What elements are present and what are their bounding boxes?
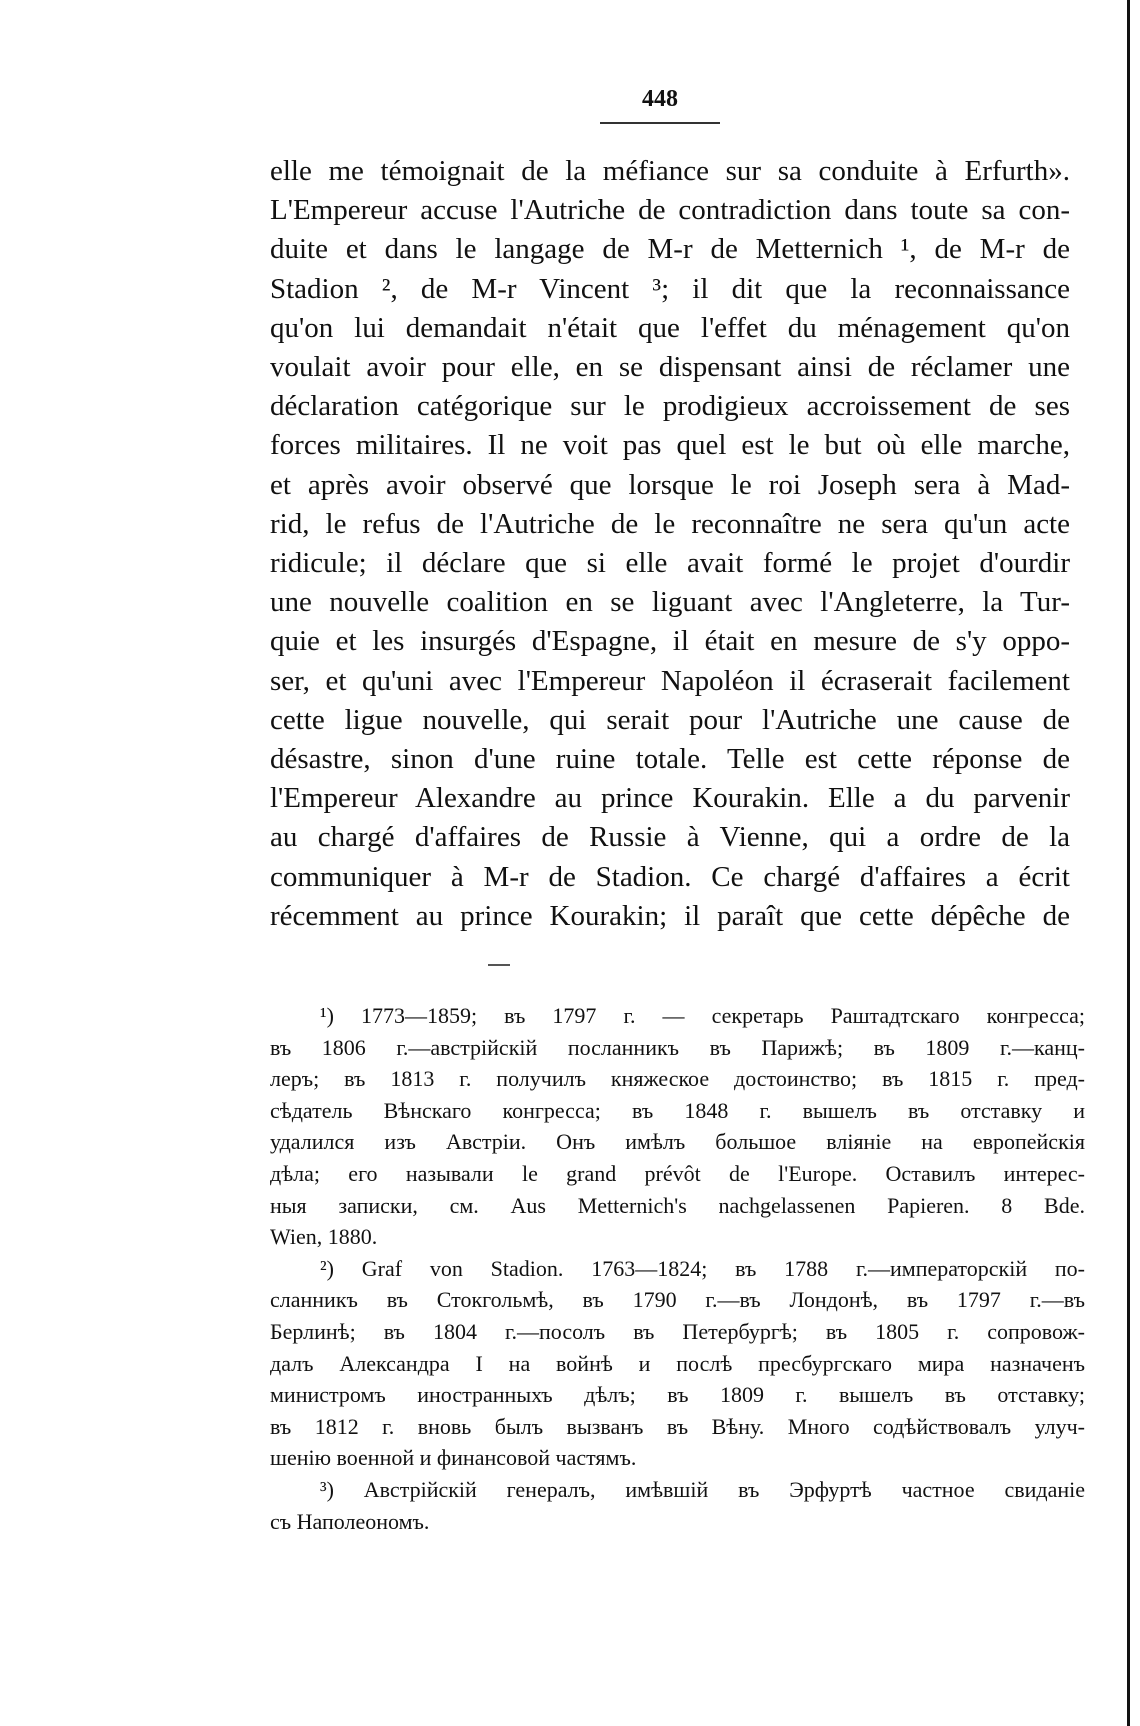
text-line: elle me témoignait de la méfiance sur sa conduite à Erfurth». — [270, 155, 1070, 187]
text-line: Stadion ², de M-r Vincent ³; il dit que la reconnaissance — [270, 272, 1070, 305]
footnote-1-line: ¹) 1773—1859; въ 1797 г. — секретарь Раштадтскаго конгресса; — [320, 1003, 1085, 1028]
main-text — [270, 152, 1070, 936]
page-number-rule — [600, 122, 720, 124]
footnote-1-line: удалился изъ Австріи. Онъ имѣлъ большое вліяніе на европейскія — [270, 1129, 1085, 1155]
footnote-2-line: ²) Graf von Stadion. 1763—1824; въ 1788 г.—императорскій по- — [320, 1255, 1085, 1281]
text-line: une nouvelle coalition en se liguant avec l'Angleterre, la Tur- — [270, 586, 1070, 619]
text-line: ser, et qu'uni avec l'Empereur Napoléon il écraserait facilement — [270, 664, 1070, 697]
footnote-2-line: далъ Александра I на войнѣ и послѣ пресбургскаго мира назначенъ — [270, 1350, 1085, 1376]
text-line: ridicule; il déclare que si elle avait formé le projet d'ourdir — [270, 547, 1070, 580]
page-right-edge — [1127, 0, 1130, 1726]
footnote-2-line: въ 1812 г. вновь былъ вызванъ въ Вѣну. Много содѣйствовалъ улуч- — [270, 1413, 1085, 1439]
footnote-2-line: министромъ иностранныхъ дѣлъ; въ 1809 г. вышелъ въ отставку; — [270, 1382, 1085, 1408]
footnote-3-line: ³) Австрійскій генералъ, имѣвшій въ Эрфуртѣ частное свиданіе — [320, 1476, 1085, 1502]
footnote-2-line: сланникъ въ Стокгольмѣ, въ 1790 г.—въ Лондонѣ, въ 1797 г.—въ — [270, 1287, 1085, 1313]
footnote-1-line: въ 1806 г.—австрійскій посланникъ въ Парижѣ; въ 1809 г.—канц- — [270, 1034, 1085, 1060]
footnote-2-line: Берлинѣ; въ 1804 г.—посолъ въ Петербургѣ; въ 1805 г. сопровож- — [270, 1318, 1085, 1344]
text-line: déclaration catégorique sur le prodigieux accroissement de ses — [270, 390, 1070, 423]
text-line: communiquer à M-r de Stadion. Ce chargé d'affaires a écrit — [270, 860, 1070, 893]
text-line: voulait avoir pour elle, en se dispensant ainsi de réclamer une — [270, 351, 1070, 384]
text-line: au chargé d'affaires de Russie à Vienne, qui a ordre de la — [270, 821, 1070, 854]
footnote-1-line: леръ; въ 1813 г. получилъ княжеское достоинство; въ 1815 г. пред- — [270, 1066, 1085, 1092]
footnote-3-line: съ Наполеономъ. — [270, 1508, 430, 1534]
text-line: L'Empereur accuse l'Autriche de contradiction dans toute sa con- — [270, 194, 1070, 227]
text-line: duite et dans le langage de M-r de Metternich ¹, de M-r de — [270, 233, 1070, 266]
text-line: désastre, sinon d'une ruine totale. Telle est cette réponse de — [270, 743, 1070, 776]
text-line: et après avoir observé que lorsque le roi Joseph sera à Mad- — [270, 468, 1070, 501]
footnote-2-line: шенію военной и финансовой частямъ. — [270, 1445, 637, 1471]
text-line: qu'on lui demandait n'était que l'effet du ménagement qu'on — [270, 311, 1070, 344]
footnote-1-line: дѣла; его называли le grand prévôt de l'Europe. Оставилъ интерес- — [270, 1160, 1085, 1186]
text-line: l'Empereur Alexandre au prince Kourakin. Elle a du parvenir — [270, 782, 1070, 815]
text-line: rid, le refus de l'Autriche de le reconnaître ne sera qu'un acte — [270, 507, 1070, 540]
text-line: quie et les insurgés d'Espagne, il était en mesure de s'y oppo- — [270, 625, 1070, 658]
page-number: 448 — [642, 86, 678, 112]
footnote-separator — [488, 964, 510, 966]
footnote-1-line: сѣдатель Вѣнскаго конгресса; въ 1848 г. вышелъ въ отставку и — [270, 1097, 1085, 1123]
text-line: cette ligue nouvelle, qui serait pour l'Autriche une cause de — [270, 703, 1070, 736]
footnote-1-line: Wien, 1880. — [270, 1224, 378, 1250]
text-line: récemment au prince Kourakin; il paraît que cette dépêche de — [270, 899, 1070, 932]
text-line: forces militaires. Il ne voit pas quel est le but où elle marche, — [270, 429, 1070, 462]
footnote-1-line: ныя записки, см. Aus Metternich's nachgelassenen Papieren. 8 Bde. — [270, 1192, 1085, 1218]
footnotes — [270, 1000, 1085, 1537]
